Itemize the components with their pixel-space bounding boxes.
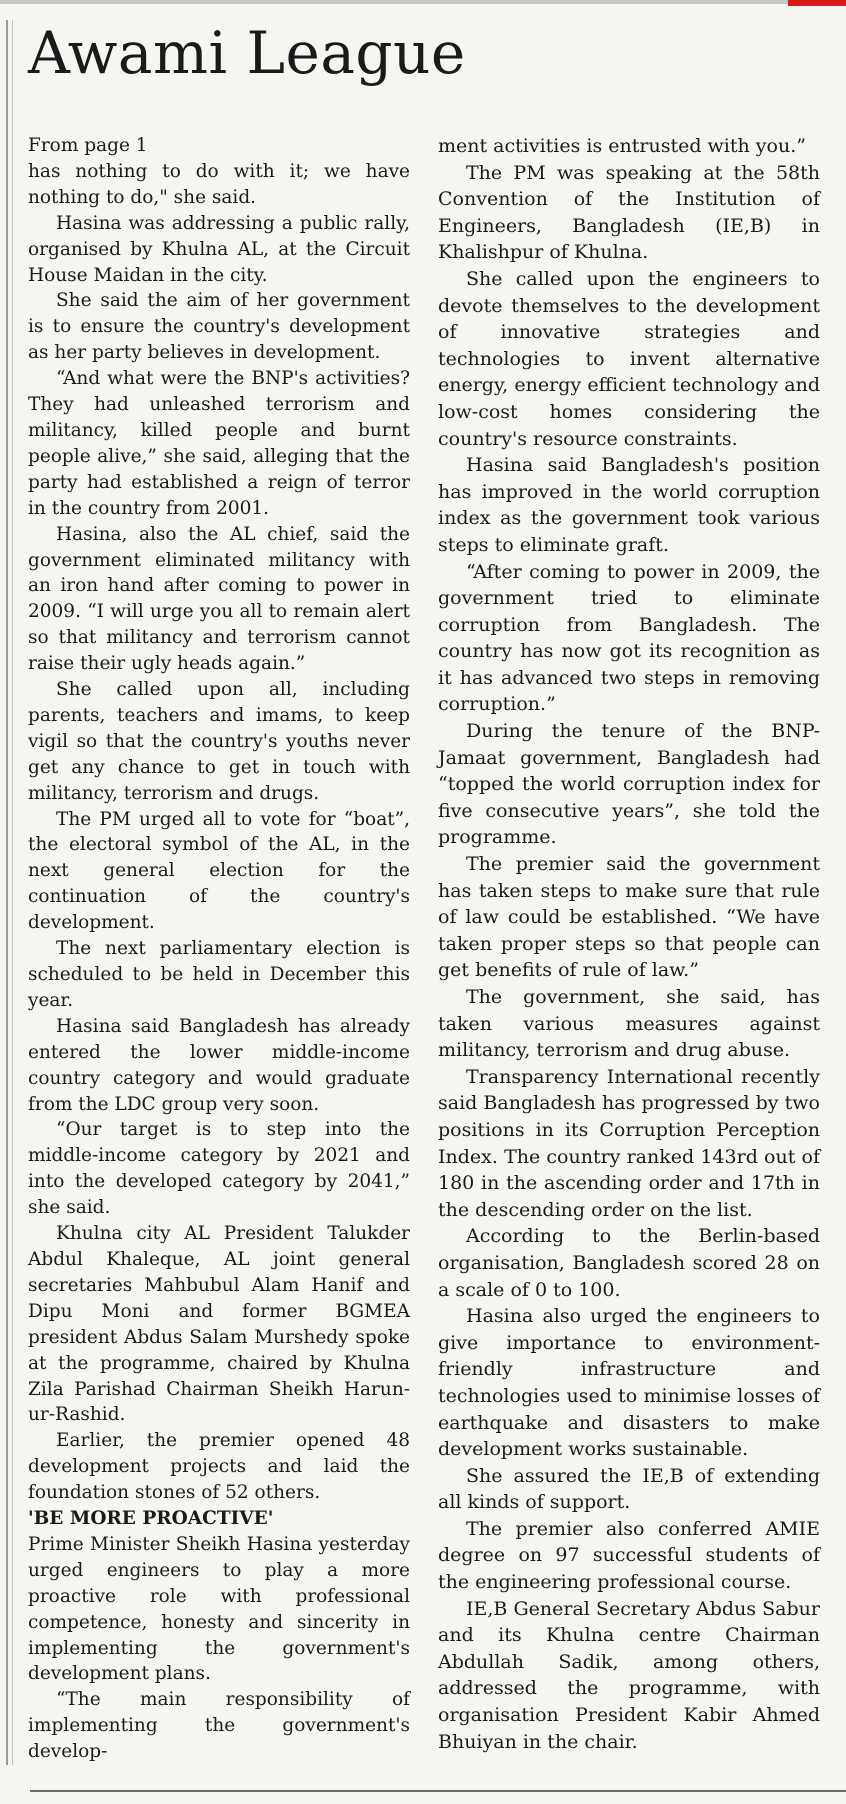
paragraph: “Our target is to step into the middle-income category by 2021 and into the developed category by 2041,” she said. — [28, 1119, 410, 1219]
paragraph: Hasina, also the AL chief, said the government eliminated militancy with an iron hand after coming to power in 2009. “I will urge you all to remain alert so that militancy and terrorism cannot raise their ugly heads again.” — [28, 523, 410, 675]
paragraph: The premier said the government has taken steps to make sure that rule of law could be established. “We have taken proper steps so that people can get benefits of rule of law.” — [438, 853, 820, 982]
paragraph: has nothing to do with it; we have nothing to do," she said. — [28, 160, 410, 208]
paragraph: She assured the IE,B of extending all kinds of support. — [438, 1464, 820, 1514]
left-column-rule-inner — [12, 20, 13, 1765]
paragraph: Prime Minister Sheikh Hasina yesterday urged engineers to play a more proactive role with professional competence, honesty and sincerity in implementing the government's development plans. — [28, 1533, 410, 1685]
paragraph: “The main responsibility of implementing the government's develop- — [28, 1689, 410, 1763]
paragraph: Earlier, the premier opened 48 development projects and laid the foundation stones of 52 others. — [28, 1430, 410, 1504]
paragraph: Hasina also urged the engineers to give importance to environment-friendly infrastructure and technologies used to minimise losses of earthquake and disasters to make development works sustainable. — [438, 1305, 820, 1461]
red-corner-marker — [788, 0, 846, 6]
top-rule — [0, 0, 846, 4]
paragraph: Hasina was addressing a public rally, organised by Khulna AL, at the Circuit House Maidan in the city. — [28, 212, 410, 286]
paragraph: During the tenure of the BNP-Jamaat government, Bangladesh had “topped the world corruption index for five consecutive years”, she told the programme. — [438, 720, 820, 849]
paragraph: She said the aim of her government is to ensure the country's development as her party believes in development. — [28, 290, 410, 364]
bottom-rule — [30, 1790, 846, 1792]
paragraph: The PM urged all to vote for “boat”, the electoral symbol of the AL, in the next general election for the continuation of the country's development. — [28, 808, 410, 934]
paragraph: IE,B General Secretary Abdus Sabur and its Khulna centre Chairman Abdullah Sadik, among others, addressed the programme, with organisation President Kabir Ahmed Bhuiyan in the chair. — [438, 1597, 820, 1753]
paragraph: Transparency International recently said Bangladesh has progressed by two positions in its Corruption Perception Index. The country ranked 143rd out of 180 in the ascending order and 17th in the descending order on the list. — [438, 1065, 820, 1221]
article-headline: Awami League — [28, 19, 466, 87]
paragraph: According to the Berlin-based organisation, Bangladesh scored 28 on a scale of 0 to 100. — [438, 1225, 820, 1301]
paragraph: Hasina said Bangladesh has already entered the lower middle-income country category and would graduate from the LDC group very soon. — [28, 1015, 410, 1115]
paragraph: “After coming to power in 2009, the government tried to eliminate corruption from Bangladesh. The country has now got its recognition as it has advanced two steps in removing corruption.” — [438, 560, 820, 716]
subhead: 'BE MORE PROACTIVE' — [28, 1508, 274, 1530]
paragraph: ment activities is entrusted with you.” — [438, 135, 806, 157]
left-column-rule — [6, 20, 8, 1765]
paragraph: She called upon the engineers to devote themselves to the development of innovative strategies and technologies to invent alternative energy, energy efficient technology and low-cost homes considering the country's resource constraints. — [438, 267, 820, 450]
article-column-left — [28, 133, 410, 1765]
paragraph: The PM was speaking at the 58th Convention of the Institution of Engineers, Bangladesh (IE,B) in Khalishpur of Khulna. — [438, 161, 820, 264]
paragraph: The government, she said, has taken various measures against militancy, terrorism and drug abuse. — [438, 986, 820, 1062]
paragraph: She called upon all, including parents, teachers and imams, to keep vigil so that the country's youths never get any chance to get in touch with militancy, terrorism and drugs. — [28, 679, 410, 804]
dateline: From page 1 — [28, 135, 148, 156]
paragraph: The premier also conferred AMIE degree on 97 successful students of the engineering professional course. — [438, 1517, 820, 1594]
paragraph: “And what were the BNP's activities? They had unleashed terrorism and militancy, killed people and burnt people alive,” she said, alleging that the party had established a reign of terror in the country from 2001. — [28, 368, 410, 519]
paragraph: Hasina said Bangladesh's position has improved in the world corruption index as the government took various steps to eliminate graft. — [438, 454, 820, 556]
paragraph: Khulna city AL President Talukder Abdul Khaleque, AL joint general secretaries Mahbubul Alam Hanif and Dipu Moni and former BGMEA president Abdus Salam Murshedy spoke at the programme, chaired by Khulna Zila Parishad Chairman Sheikh Harun-ur-Rashid. — [28, 1223, 410, 1426]
paragraph: The next parliamentary election is scheduled to be held in December this year. — [28, 938, 410, 1011]
article-column-right — [438, 133, 820, 1755]
